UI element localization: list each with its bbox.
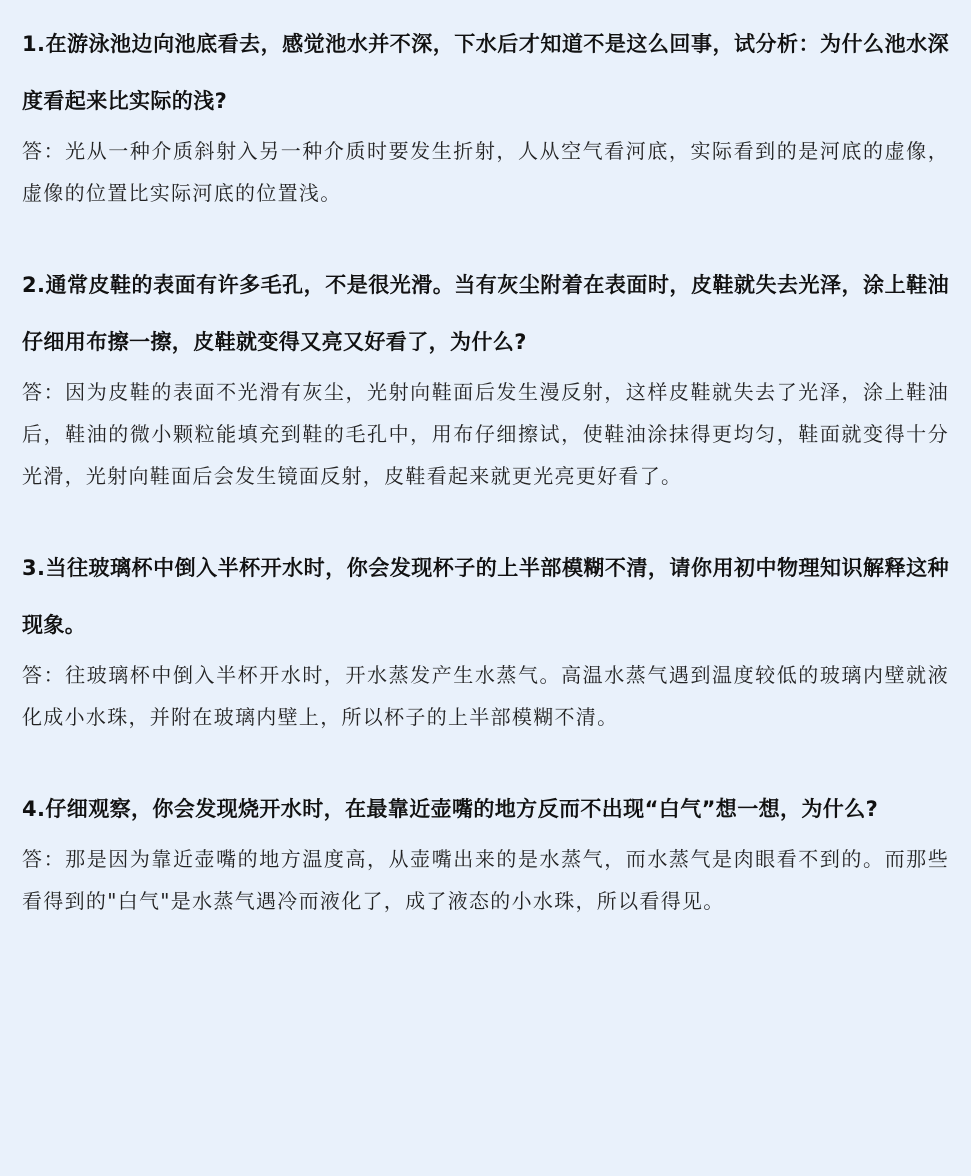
question-2: 2.通常皮鞋的表面有许多毛孔，不是很光滑。当有灰尘附着在表面时，皮鞋就失去光泽，涂上鞋油仔细用布擦一擦，皮鞋就变得又亮又好看了，为什么? [22,273,949,354]
answer-4: 答：那是因为靠近壶嘴的地方温度高，从壶嘴出来的是水蒸气，而水蒸气是肉眼看不到的。而那些看得到的"白气"是水蒸气遇冷而液化了，成了液态的小水珠，所以看得见。 [22,847,949,913]
qa-item-3 [22,540,949,738]
answer-2: 答：因为皮鞋的表面不光滑有灰尘，光射向鞋面后发生漫反射，这样皮鞋就失去了光泽，涂上鞋油后，鞋油的微小颗粒能填充到鞋的毛孔中，用布仔细擦试，使鞋油涂抹得更均匀，鞋面就变得十分光滑，光射向鞋面后会发生镜面反射，皮鞋看起来就更光亮更好看了。 [22,380,949,488]
question-3: 3.当往玻璃杯中倒入半杯开水时，你会发现杯子的上半部模糊不清，请你用初中物理知识解释这种现象。 [22,556,949,637]
answer-3: 答：往玻璃杯中倒入半杯开水时，开水蒸发产生水蒸气。高温水蒸气遇到温度较低的玻璃内壁就液化成小水珠，并附在玻璃内壁上，所以杯子的上半部模糊不清。 [22,663,949,729]
qa-item-2 [22,257,949,497]
question-1: 1.在游泳池边向池底看去，感觉池水并不深，下水后才知道不是这么回事，试分析：为什么池水深度看起来比实际的浅? [22,32,949,113]
qa-item-4 [22,781,949,922]
answer-1: 答：光从一种介质斜射入另一种介质时要发生折射，人从空气看河底，实际看到的是河底的虚像，虚像的位置比实际河底的位置浅。 [22,139,949,205]
qa-item-1 [22,16,949,214]
question-4: 4.仔细观察，你会发现烧开水时，在最靠近壶嘴的地方反而不出现“白气”想一想，为什么? [22,797,879,821]
